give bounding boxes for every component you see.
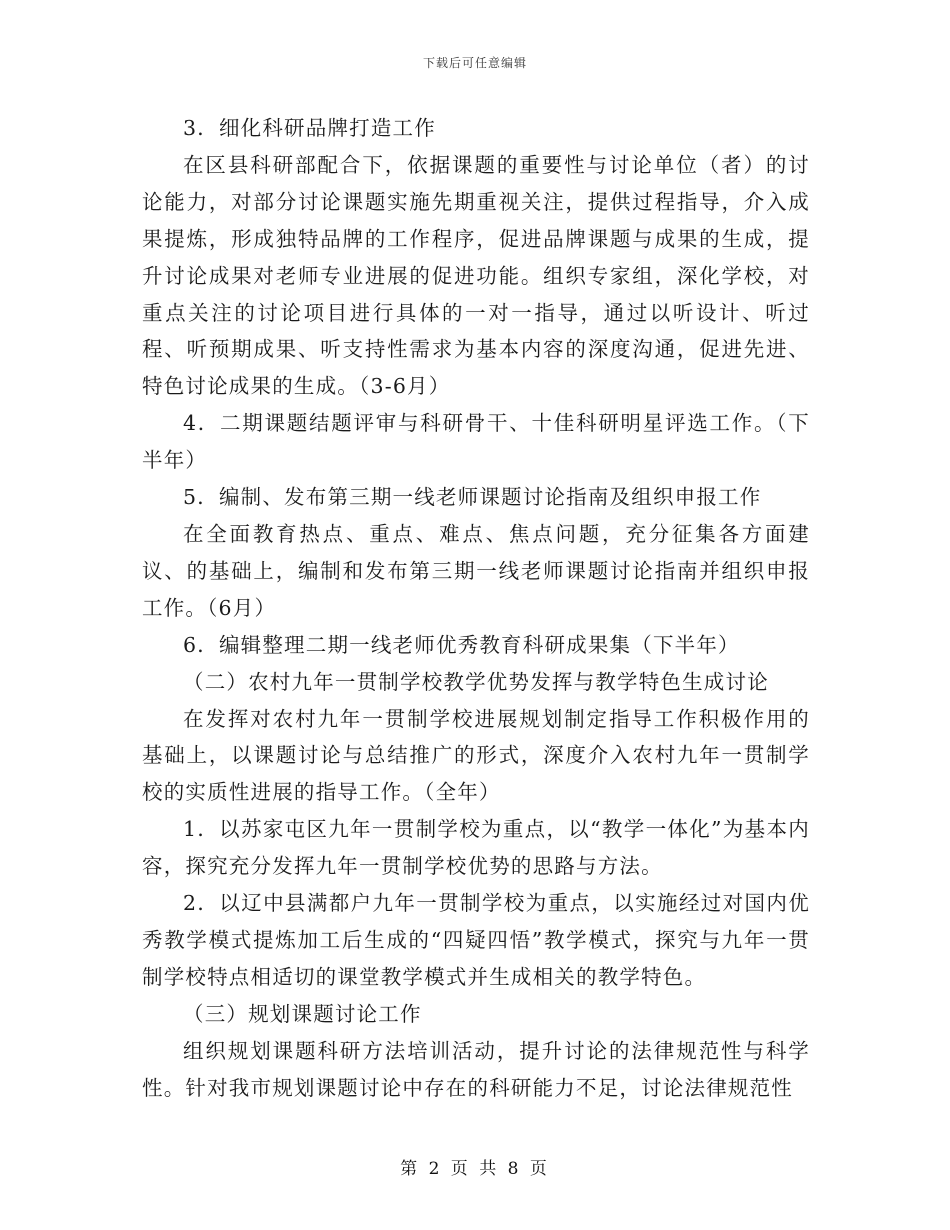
section-heading-3: 3．细化科研品牌打造工作 bbox=[183, 116, 436, 140]
body-paragraph: 在区县科研部配合下，依据课题的重要性与讨论单位（者）的讨论能力，对部分讨论课题实施先期重视关注，提供过程指导，介入成果提炼，形成独特品牌的工作程序，促进品牌课题与成果的生成，提升讨论成果对老师专业进展的促进功能。组织专家组，深化学校，对重点关注的讨论项目进行具体的一对一指导，通过以听设计、听过程、听预期成果、听支持性需求为基本内容的深度沟通，促进先进、特色讨论成果的生成。（3-6月） bbox=[142, 152, 810, 399]
section-heading-6: 6．编辑整理二期一线老师优秀教育科研成果集（下半年） bbox=[183, 632, 740, 657]
section-heading-5: 5．编制、发布第三期一线老师课题讨论指南及组织申报工作 bbox=[183, 485, 762, 510]
body-paragraph: 在全面教育热点、重点、难点、焦点问题，充分征集各方面建议、的基础上，编制和发布第三期一线老师课题讨论指南并组织申报工作。（6月） bbox=[142, 521, 810, 620]
page-number-footer: 第 2 页 共 8 页 bbox=[400, 1159, 550, 1179]
sub-heading-2: （二）农村九年一贯制学校教学优势发挥与教学特色生成讨论 bbox=[183, 669, 769, 694]
body-paragraph: 1．以苏家屯区九年一贯制学校为重点，以“教学一体化”为基本内容，探究充分发挥九年一贯制学校优势的思路与方法。 bbox=[142, 817, 810, 879]
body-paragraph: 在发挥对农村九年一贯制学校进展规划制定指导工作积极作用的基础上，以课题讨论与总结推广的形式，深度介入农村九年一贯制学校的实质性进展的指导工作。（全年） bbox=[142, 706, 810, 805]
body-paragraph: 4．二期课题结题评审与科研骨干、十佳科研明星评选工作。（下半年） bbox=[142, 411, 810, 473]
sub-heading-3: （三）规划课题讨论工作 bbox=[183, 1001, 422, 1026]
document-body bbox=[142, 110, 810, 1106]
body-paragraph: 组织规划课题科研方法培训活动，提升讨论的法律规范性与科学性。针对我市规划课题讨论中存在的科研能力不足，讨论法律规范性 bbox=[142, 1038, 810, 1100]
body-paragraph: 2．以辽中县满都户九年一贯制学校为重点，以实施经过对国内优秀教学模式提炼加工后生成的“四疑四悟”教学模式，探究与九年一贯制学校特点相适切的课堂教学模式并生成相关的教学特色。 bbox=[142, 891, 810, 989]
page-header-note: 下载后可任意编辑 bbox=[422, 56, 527, 70]
